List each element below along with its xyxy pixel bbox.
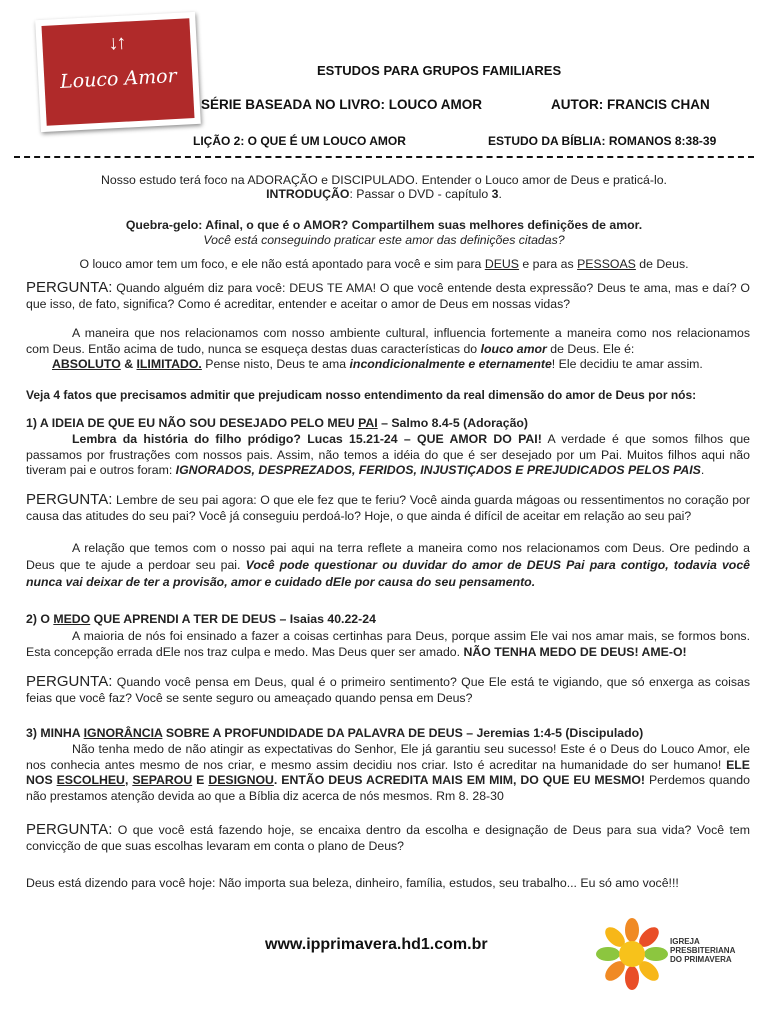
rel-ilimitado: ILIMITADO. xyxy=(136,357,202,371)
question-1-text: Quando alguém diz para você: DEUS TE AMA! O que você entende desta expressão? Deus te ama, mas e daí? O que isso, de fato, significa? Como é acreditar, entender e aceitar o amor de Deus em nossas vidas? xyxy=(26,281,750,311)
intro-label: INTRODUÇÃO xyxy=(266,187,350,201)
facts-intro: Veja 4 fatos que precisamos admitir que prejudicam nosso entendimento da real dimensão do amor de Deus por nós: xyxy=(26,388,697,402)
focus2-line xyxy=(0,257,768,271)
website-url[interactable]: www.ipprimavera.hd1.com.br xyxy=(265,936,488,953)
focus2-pessoas: PESSOAS xyxy=(577,257,636,271)
rel-c: Pense nisto, Deus te ama xyxy=(201,357,350,371)
s2-b: QUE APRENDI A TER DE DEUS – Isaias 40.22-24 xyxy=(90,612,376,626)
focus2-a: O louco amor tem um foco, e ele não está apontado para você e sim para xyxy=(79,257,485,271)
rel-absoluto: ABSOLUTO xyxy=(52,357,121,371)
icebreaker: Quebra-gelo: Afinal, o que é o AMOR? Compartilhem suas melhores definições de amor. xyxy=(125,218,643,232)
s1-a: 1) A IDEIA DE QUE EU NÃO SOU DESEJADO PELO MEU xyxy=(26,416,359,430)
closing-text: Deus está dizendo para você hoje: Não importa sua beleza, dinheiro, família, estudos, seu trabalho... Eu só amo você!!! xyxy=(26,876,679,890)
rel2-b: Você pode questionar ou duvidar do amor de DEUS Pai para contigo, todavia você nunca vai deixar de ter a provisão, amor e cuidado dEle por causa do seu pensamento. xyxy=(26,558,750,589)
section-1-paragraph xyxy=(26,432,750,479)
icebreaker-question: Você está conseguindo praticar este amor das definições citadas? xyxy=(203,233,565,247)
s3-b3: E xyxy=(192,773,209,787)
pergunta-label: PERGUNTA: xyxy=(26,279,113,296)
s2-medo: MEDO xyxy=(53,612,91,626)
intro-chapter: 3 xyxy=(491,187,499,201)
section-3-paragraph xyxy=(26,742,750,804)
s3-b1: ELE NOS xyxy=(26,757,750,787)
s3-end: Perdemos quando não prestamos atenção devida ao que a Bíblia diz acerca de nós mesmos. Rm 8. 28-30 xyxy=(26,773,750,803)
s3-a: 3) MINHA xyxy=(26,726,84,740)
section-3-heading xyxy=(26,726,750,742)
louco-amor-logo xyxy=(35,12,201,132)
question-2 xyxy=(26,492,750,524)
dashed-divider xyxy=(14,156,754,158)
intro-end: . xyxy=(498,187,502,201)
relationship-paragraph xyxy=(26,326,750,357)
section-1-heading xyxy=(26,416,750,432)
church-flower-logo xyxy=(596,918,668,990)
question-2-text: Lembre de seu pai agora: O que ele fez que te feriu? Você ainda guarda mágoas ou ressentimentos no coração por causa das atitudes do seu pai? Você já conseguiu perdoá-lo? Hoje, o que ainda é difícil de aceitar em relação ao seu pai? xyxy=(26,493,750,523)
pergunta-label: PERGUNTA: xyxy=(26,673,113,690)
s1-caps: IGNORADOS, DESPREZADOS, FERIDOS, INJUSTIÇADOS E PREJUDICADOS PELOS PAIS xyxy=(175,463,701,477)
s1-text: A verdade é que somos filhos que passamos por frustrações com nossos pais. Assim, não temos a idéia do que é ser desejado por um Pai. Muitos filhos aqui não tiveram pai e outros foram: xyxy=(26,432,750,477)
relationship-2-paragraph xyxy=(26,540,750,591)
church-name xyxy=(670,937,735,964)
header-estudo: ESTUDO DA BÍBLIA: ROMANOS 8:38-39 xyxy=(488,134,717,148)
s3-b: SOBRE A PROFUNDIDADE DA PALAVRA DE DEUS – Jeremias 1:4-5 (Discipulado) xyxy=(162,726,644,740)
s1-end: . xyxy=(700,463,705,477)
flower-petals xyxy=(596,918,668,990)
rel-a: A maneira que nos relacionamos com nosso ambiente cultural, influencia fortemente a maneira como nos relacionamos com Deus. Então acima de tudo, nunca se esqueça destas duas características do xyxy=(26,326,750,356)
church-name-line-2: PRESBITERIANA xyxy=(670,946,736,955)
question-4-text: O que você está fazendo hoje, se encaixa dentro da escolha e designação de Deus para sua vida? Você tem convicção de que suas escolhas levaram em conta o plano de Deus? xyxy=(26,823,750,853)
logo-background xyxy=(41,18,194,126)
logo-text: Louco Amor xyxy=(59,64,178,94)
s1-bold: Lembra da história do filho pródigo? Lucas 15.21-24 – QUE AMOR DO PAI! xyxy=(72,432,542,446)
relationship-line-3 xyxy=(52,357,752,373)
s1-pai: PAI xyxy=(358,416,378,430)
s3-u1: ESCOLHEU xyxy=(56,773,125,787)
header-autor: AUTOR: FRANCIS CHAN xyxy=(551,97,710,112)
rel-amp: & xyxy=(120,357,137,371)
question-3-text: Quando você pensa em Deus, qual é o primeiro sentimento? Que Ele está te vigiando, que só enxerga as coisas feias que você faz? Você se sente seguro ou ameaçado quando pensa em Deus? xyxy=(26,675,750,705)
question-1 xyxy=(26,280,750,312)
header-title: ESTUDOS PARA GRUPOS FAMILIARES xyxy=(317,63,562,78)
s3-u2: SEPAROU xyxy=(132,773,193,787)
s2-bold: NÃO TENHA MEDO DE DEUS! AME-O! xyxy=(463,644,687,659)
focus2-deus: DEUS xyxy=(484,257,519,271)
s1-b: – Salmo 8.4-5 (Adoração) xyxy=(377,416,529,430)
arrows-icon: ↓↑ xyxy=(107,31,126,55)
intro-text: : Passar o DVD - capítulo xyxy=(349,187,492,201)
intro-line xyxy=(0,187,768,201)
section-2-heading xyxy=(26,612,750,628)
s3-ign: IGNORÂNCIA xyxy=(83,726,163,740)
rel-louco: louco amor xyxy=(480,341,547,356)
section-2-paragraph xyxy=(26,629,750,660)
s3-u3: DESIGNOU xyxy=(208,773,274,787)
rel-incond: incondicionalmente e eternamente xyxy=(349,357,552,371)
church-name-line-3: DO PRIMAVERA xyxy=(670,955,732,964)
rel2-a: A relação que temos com o nosso pai aqui na terra reflete a maneira como nos relacionamos com Deus. Ore pedindo a Deus que te ajude a perdoar seu pai. xyxy=(26,541,750,572)
church-name-line-1: IGREJA xyxy=(670,937,700,946)
question-4 xyxy=(26,822,750,854)
s3-b2: , xyxy=(124,773,133,787)
pergunta-label: PERGUNTA: xyxy=(26,491,113,508)
question-3 xyxy=(26,674,750,706)
s3-b4: . ENTÃO DEUS ACREDITA MAIS EM MIM, DO QUE EU MESMO! xyxy=(273,773,645,787)
focus-text: Nosso estudo terá foco na ADORAÇÃO e DISCIPULADO. Entender o Louco amor de Deus e praticá-lo. xyxy=(101,173,667,187)
rel-b: de Deus. Ele é: xyxy=(546,341,635,356)
s2-a: 2) O xyxy=(26,612,54,626)
focus2-c: de Deus. xyxy=(635,257,689,271)
rel-d: ! Ele decidiu te amar assim. xyxy=(551,357,703,371)
pergunta-label: PERGUNTA: xyxy=(26,821,113,838)
s3-text: Não tenha medo de não atingir as expectativas do Senhor, Ele já garantiu seu sucesso! Este é o Deus do Louco Amor, ele nos conhecia antes mesmo de nos criar, e mesmo assim decidiu nos criar. Isto é acreditar na humanidade do ser humano! xyxy=(26,742,750,772)
header-serie: SÉRIE BASEADA NO LIVRO: LOUCO AMOR xyxy=(201,97,483,112)
focus2-b: e para as xyxy=(518,257,578,271)
s2-text: A maioria de nós foi ensinado a fazer a coisas certinhas para Deus, porque assim Ele vai nos amar mais, se formos bons. Esta concepção errada dEle nos traz culpa e medo. Mas Deus quer ser amado. xyxy=(26,629,750,659)
header-licao: LIÇÃO 2: O QUE É UM LOUCO AMOR xyxy=(193,134,406,148)
